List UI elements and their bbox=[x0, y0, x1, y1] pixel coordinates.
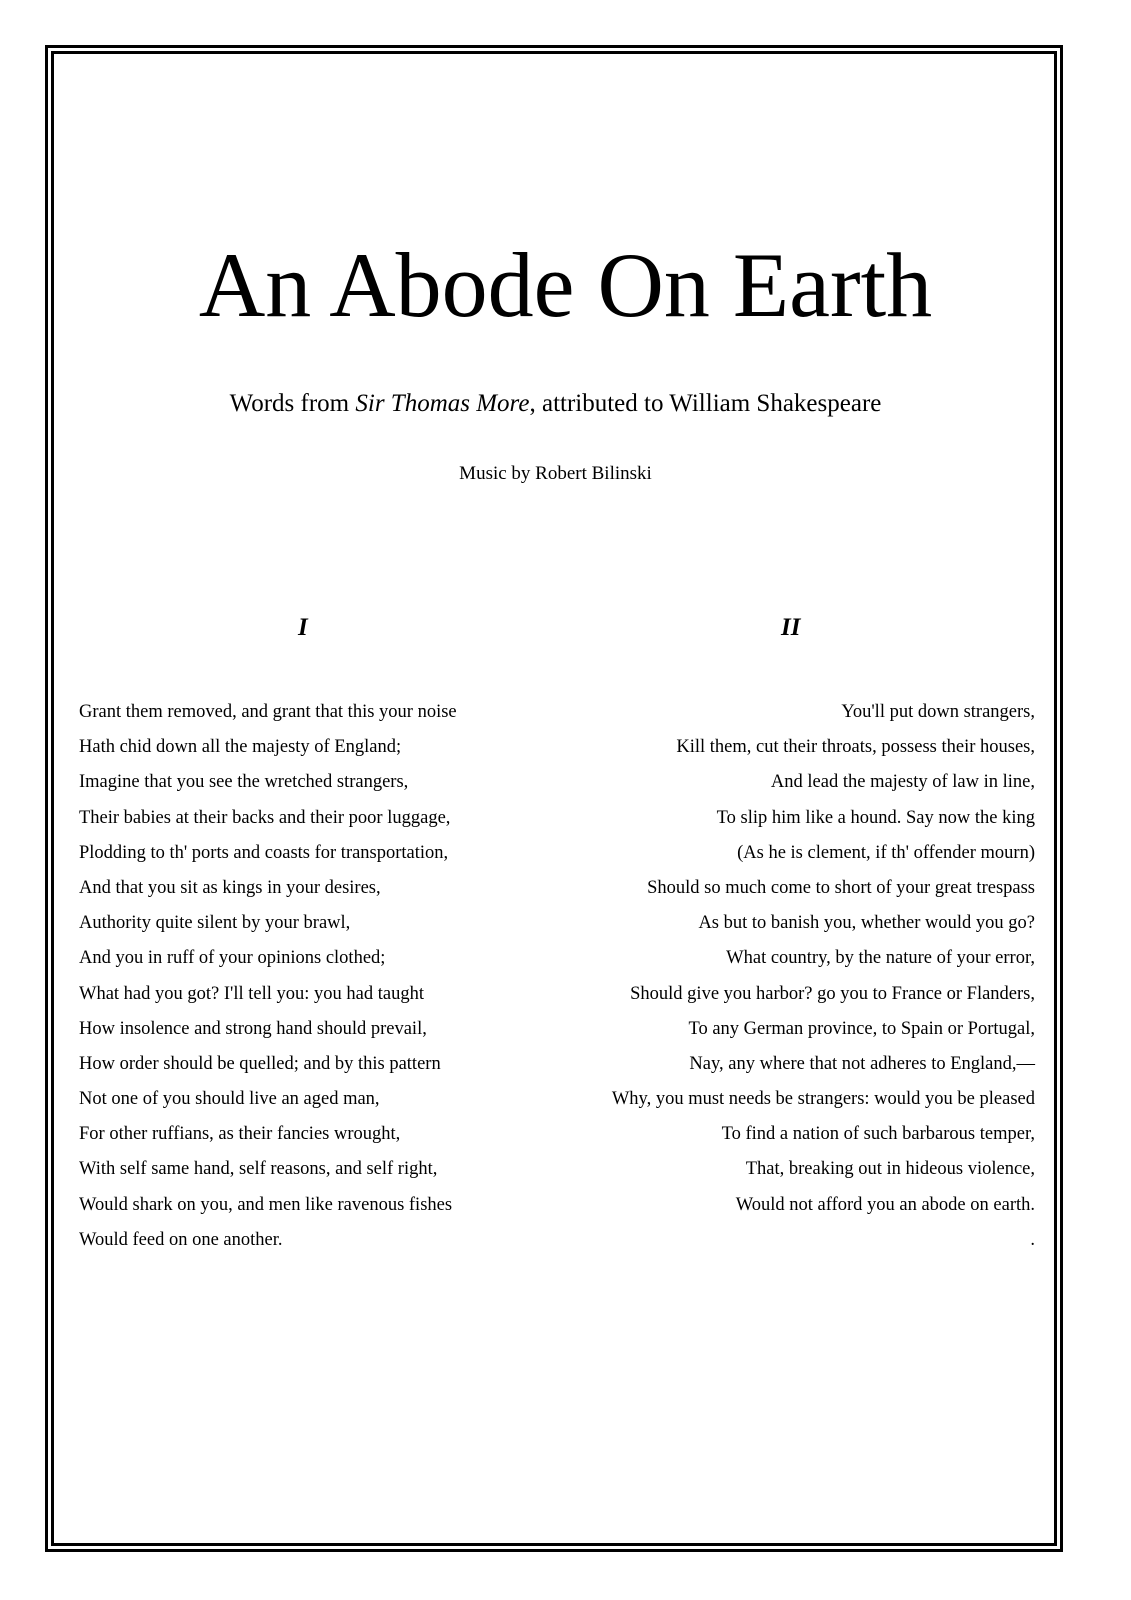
verse-line: For other ruffians, as their fancies wrought, bbox=[79, 1124, 401, 1145]
verse-line: Should so much come to short of your great trespass bbox=[647, 877, 1035, 898]
section-heading-1: I bbox=[298, 614, 308, 641]
section-heading-2: II bbox=[781, 614, 801, 641]
verse-line: And that you sit as kings in your desires, bbox=[79, 877, 381, 898]
stanza-2 bbox=[612, 698, 1035, 1261]
verse-line: (As he is clement, if th' offender mourn) bbox=[737, 842, 1035, 863]
music-credit: Music by Robert Bilinski bbox=[459, 463, 652, 484]
verse-line: How order should be quelled; and by this pattern bbox=[79, 1053, 441, 1074]
verse-line: As but to banish you, whether would you go? bbox=[698, 913, 1035, 934]
verse-line: What country, by the nature of your error, bbox=[726, 948, 1035, 969]
verse-line: . bbox=[1030, 1229, 1035, 1250]
verse-line: With self same hand, self reasons, and self right, bbox=[79, 1159, 438, 1180]
verse-line: Should give you harbor? go you to France or Flanders, bbox=[630, 983, 1035, 1004]
verse-line: Plodding to th' ports and coasts for transportation, bbox=[79, 842, 449, 863]
verse-line: Not one of you should live an aged man, bbox=[79, 1089, 380, 1110]
verse-line: Kill them, cut their throats, possess their houses, bbox=[676, 737, 1035, 758]
verse-line: That, breaking out in hideous violence, bbox=[745, 1159, 1035, 1180]
verse-line: Their babies at their backs and their poor luggage, bbox=[79, 807, 451, 828]
subtitle-suffix: , attributed to William Shakespeare bbox=[529, 390, 882, 417]
verse-line: Why, you must needs be strangers: would you be pleased bbox=[611, 1089, 1035, 1110]
subtitle-work: Sir Thomas More bbox=[355, 390, 530, 417]
subtitle bbox=[0, 390, 1111, 418]
verse-line: What had you got? I'll tell you: you had taught bbox=[79, 983, 424, 1004]
verse-line: To slip him like a hound. Say now the king bbox=[716, 807, 1035, 828]
verse-line: Would feed on one another. bbox=[79, 1229, 283, 1250]
verse-line: How insolence and strong hand should prevail, bbox=[79, 1018, 427, 1039]
verse-line: And lead the majesty of law in line, bbox=[770, 772, 1035, 793]
verse-line: Authority quite silent by your brawl, bbox=[79, 913, 351, 934]
verse-line: Imagine that you see the wretched strangers, bbox=[79, 772, 409, 793]
verse-line: Grant them removed, and grant that this your noise bbox=[79, 702, 457, 722]
stanza-1 bbox=[79, 698, 457, 1261]
verse-line: Hath chid down all the majesty of England; bbox=[79, 737, 402, 758]
verse-line: To any German province, to Spain or Portugal, bbox=[688, 1018, 1035, 1039]
verse-line: And you in ruff of your opinions clothed; bbox=[79, 948, 386, 969]
page-title: An Abode On Earth bbox=[198, 234, 933, 336]
verse-line: Would shark on you, and men like ravenous fishes bbox=[79, 1194, 453, 1215]
verse-line: Nay, any where that not adheres to England,— bbox=[689, 1053, 1035, 1074]
verse-line: Would not afford you an abode on earth. bbox=[735, 1194, 1035, 1215]
subtitle-prefix: Words from bbox=[229, 390, 356, 417]
verse-line: To find a nation of such barbarous temper, bbox=[721, 1124, 1035, 1145]
verse-line: You'll put down strangers, bbox=[841, 702, 1035, 722]
